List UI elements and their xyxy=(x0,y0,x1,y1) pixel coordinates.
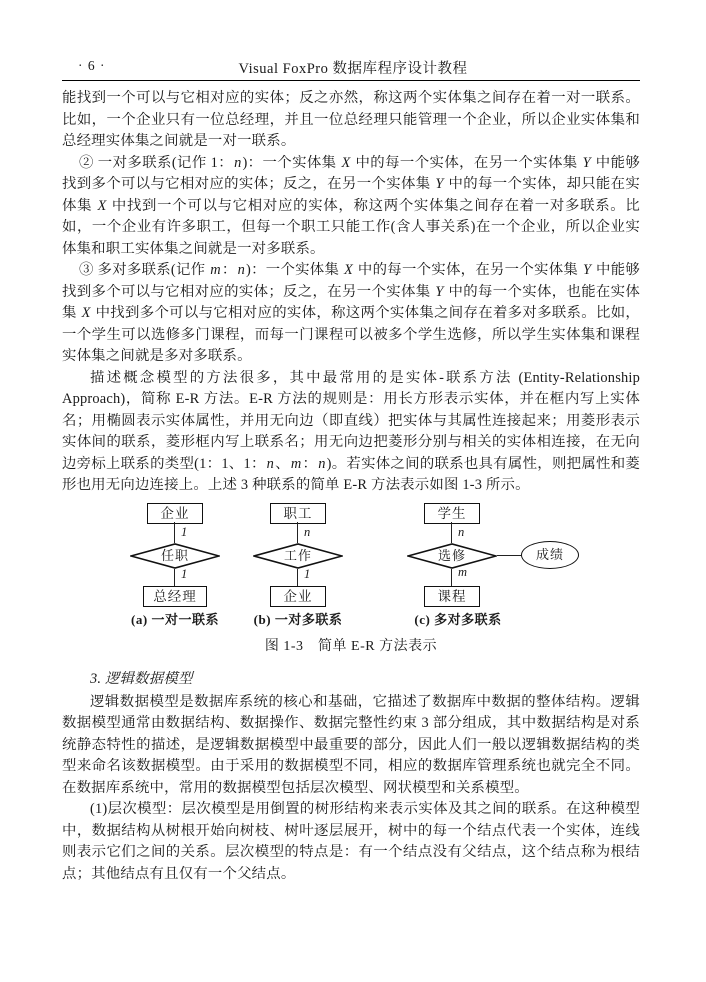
section-heading: 3. 逻辑数据模型 xyxy=(90,671,193,687)
diagram-a-caption: (a) 一对一联系 xyxy=(131,611,219,627)
connector-line xyxy=(451,569,452,586)
paragraph-one-to-many: ② 一对多联系(记作 1：n)：一个实体集 X 中的每一个实体，在另一个实体集 Y 中能够找到多个可以与它相对应的实体；反之，在另一个实体集 Y 中的每一个实体，却只能在实体集 X 中找到一个可以与它相对应的实体，称这两个实体集之间存在着一对多联系。比如，一个企业有许多职工，但每一个职工只能工作(含人事关系)在一个企业，所以企业实体集和职工实体集之间就是一对多联系。 xyxy=(62,154,640,257)
diagram-c-caption: (c) 多对多联系 xyxy=(414,611,502,627)
entity-box: 企业 xyxy=(270,586,326,607)
entity-box: 职工 xyxy=(270,503,326,524)
page-number: · 6 · xyxy=(78,58,106,73)
relationship-diamond xyxy=(407,543,497,569)
diagram-b-caption: (b) 一对多联系 xyxy=(253,611,343,627)
cardinality-label: 1 xyxy=(181,524,188,539)
cardinality-label: n xyxy=(304,524,311,539)
cardinality-label: 1 xyxy=(304,566,311,581)
paragraph-many-to-many: ③ 多对多联系(记作 m：n)：一个实体集 X 中的每一个实体，在另一个实体集 Y 中能够找到多个可以与它相对应的实体；反之，在另一个实体集 Y 中的每一个实体，也能在实体集 X 中找到多个可以与它相对应的实体，称这两个实体集之间存在着多对多联系。比如，一个学生可以选修多门课程，而每一门课程可以被多个学生选修，所以学生实体集和课程实体集之间就是多对多联系。 xyxy=(62,262,641,364)
relationship-label: 选修 xyxy=(437,547,466,563)
connector-line xyxy=(497,555,521,556)
connector-line xyxy=(297,569,298,586)
book-title: Visual FoxPro 数据库程序设计教程 xyxy=(238,61,468,77)
relationship-diamond xyxy=(253,543,343,569)
cardinality-label: n xyxy=(458,524,465,539)
attribute-ellipse: 成绩 xyxy=(521,541,579,569)
cardinality-label: m xyxy=(458,564,468,579)
relationship-label: 任职 xyxy=(160,547,189,563)
connector-line xyxy=(174,522,175,543)
cardinality-label: 1 xyxy=(181,566,188,581)
entity-box: 课程 xyxy=(424,586,480,607)
entity-box: 学生 xyxy=(424,503,480,524)
paragraph-1: 能找到一个可以与它相对应的实体；反之亦然，称这两个实体集之间存在着一对一联系。比如，一个企业只有一位总经理，并且一位总经理只能管理一个企业，所以企业实体集和总经理实体集之间就是一对一联系。 xyxy=(62,90,640,149)
connector-line xyxy=(451,522,452,543)
paragraph-logical-model: 逻辑数据模型是数据库系统的核心和基础，它描述了数据库中数据的整体结构。逻辑数据模型通常由数据结构、数据操作、数据完整性约束 3 部分组成，其中数据结构是对系统静态特性的描述，是逻辑数据模型中最重要的部分，因此人们一般以逻辑数据结构的类型来命名该数据模型。由于采用的数据模型不同，相应的数据库管理系统也就完全不同。在数据库系统中，常用的数据模型包括层次模型、网状模型和关系模型。 xyxy=(62,693,640,796)
page-content xyxy=(62,88,640,885)
figure-1-3 xyxy=(62,501,640,658)
connector-line xyxy=(297,522,298,543)
entity-box: 企业 xyxy=(147,503,203,524)
entity-box: 总经理 xyxy=(143,586,207,607)
paragraph-hierarchical-model: (1)层次模型：层次模型是用倒置的树形结构来表示实体及其之间的联系。在这种模型中，数据结构从树根开始向树枝、树叶逐层展开，树中的每一个结点代表一个实体，连线则表示它们之间的关系。层次模型的特点是：有一个结点没有父结点，这个结点称为根结点；其他结点有且仅有一个父结点。 xyxy=(62,801,640,882)
header-rule xyxy=(62,80,640,81)
connector-line xyxy=(174,569,175,586)
relationship-label: 工作 xyxy=(283,547,312,563)
relationship-diamond xyxy=(130,543,220,569)
paragraph-er-method: 描述概念模型的方法很多，其中最常用的是实体-联系方法 (Entity-Relationship Approach)，简称 E-R 方法。E-R 方法的规则是：用长方形表示实体，并在框内写上实体名；用椭圆表示实体属性，并用无向边（即直线）把实体与其属性连接起来；用菱形表示实体间的联系，菱形框内写上联系名；用无向边把菱形分别与相关的实体相连接，在无向边旁标上联系的类型(1：1、1：n、m：n)。若实体之间的联系也具有属性，则把属性和菱形也用无向边连接上。上述 3 种联系的简单 E-R 方法表示如图 1-3 所示。 xyxy=(62,369,640,493)
er-diagram-stage xyxy=(62,501,640,629)
figure-caption: 图 1-3 简单 E-R 方法表示 xyxy=(264,638,438,654)
